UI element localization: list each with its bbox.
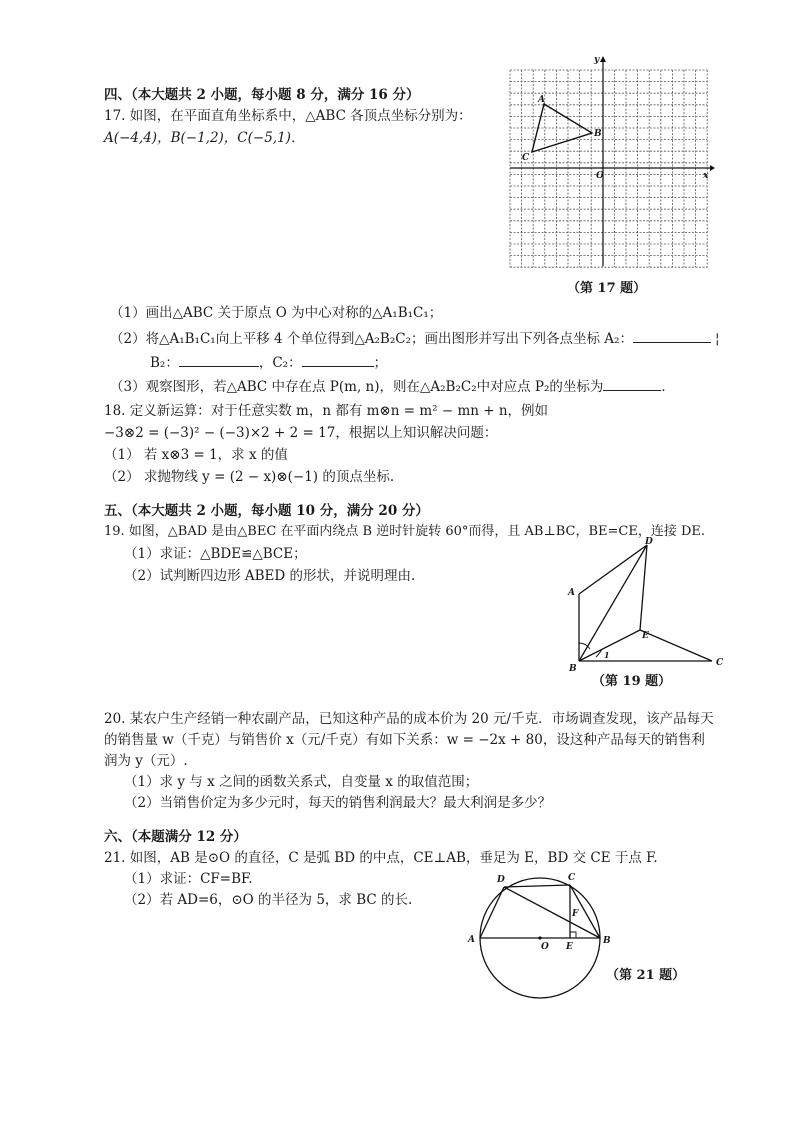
- fig21-point-a: A: [468, 935, 475, 945]
- q18-stem-line2: −3⊗2 = (−3)² − (−3)×2 + 2 = 17，根据以上知识解决问题：: [104, 425, 498, 441]
- fig21-point-f: F: [572, 909, 579, 919]
- q20-stem-line3: 润为 y（元）.: [104, 753, 188, 769]
- q20-stem-line1: 20. 某农户生产经销一种农副产品，已知这种产品的成本价为 20 元/千克．市场调查发现，该产品每天: [104, 711, 714, 727]
- q17-part3-text: （3）观察图形，若△ABC 中存在点 P(m, n)，则在△A₂B₂C₂中对应点 P₂的坐标为: [110, 379, 604, 395]
- q19-stem: 19. 如图，△BAD 是由△BEC 在平面内绕点 B 逆时针旋转 60°而得，且 AB⊥BC，BE=CE，连接 DE.: [104, 524, 706, 539]
- q18-part1: （1） 若 x⊗3 = 1，求 x 的值: [104, 447, 288, 463]
- fig19-segment-ec: [640, 630, 712, 661]
- fig19-angle-1: 1: [604, 650, 610, 660]
- q20-part1: （1）求 y 与 x 之间的函数关系式，自变量 x 的取值范围；: [124, 774, 479, 790]
- fig17-point-a: A: [538, 95, 545, 105]
- fig19-segment-de: [640, 545, 647, 630]
- answer-blank-p2[interactable]: [603, 376, 661, 391]
- fig17-y-label: y: [594, 55, 600, 65]
- q20-stem-line2: 的销售量 w（千克）与销售价 x（元/千克）有如下关系：w = −2x + 80，设这种产品每天的销售利: [104, 732, 705, 748]
- section-6-header: 六、（本题满分 12 分）: [104, 829, 247, 845]
- section-4-header: 四、（本大题共 2 小题，每小题 8 分，满分 16 分）: [104, 87, 420, 103]
- fig19-point-b: B: [569, 664, 577, 674]
- answer-blank-c2[interactable]: [302, 352, 374, 367]
- q17-c2-label: ，C₂：: [258, 355, 302, 371]
- q17-part3: [110, 376, 675, 396]
- fig17-caption: （第 17 题）: [567, 281, 647, 296]
- fig17-coordinate-grid: [510, 55, 720, 290]
- fig17-triangle-abc: [532, 104, 592, 152]
- fig21-point-o: O: [541, 942, 549, 952]
- answer-blank-b2[interactable]: [179, 352, 259, 367]
- q17-part2-line1: （2）将△A₁B₁C₁向上平移 4 个单位得到△A₂B₂C₂；画出图形并写出下列各点坐标 A₂： ¦: [110, 328, 720, 348]
- q17-b2-label: B₂：: [150, 355, 179, 371]
- fig19-point-a: A: [568, 588, 575, 598]
- fig21-point-e: E: [566, 942, 573, 952]
- fig17-point-b: B: [594, 129, 602, 139]
- q17-line2-end: ；: [373, 355, 388, 371]
- fig21-point-d: D: [497, 875, 505, 885]
- q17-part1: （1）画出△ABC 关于原点 O 为中心对称的△A₁B₁C₁；: [110, 305, 443, 321]
- fig21-circle-figure: [462, 860, 622, 1020]
- fig21-chord-ad: [480, 887, 504, 938]
- fig17-origin-label: O: [596, 171, 604, 181]
- q21-part2: （2）若 AD=6，⊙O 的半径为 5，求 BC 的长.: [124, 892, 413, 908]
- fig17-point-c: C: [522, 153, 530, 163]
- q21-stem: 21. 如图，AB 是⊙O 的直径，C 是弧 BD 的中点，CE⊥AB，垂足为 E，BD 交 CE 于点 F.: [104, 850, 658, 866]
- q17-part2-text: （2）将△A₁B₁C₁向上平移 4 个单位得到△A₂B₂C₂；画出图形并写出下列各点坐标 A₂：: [110, 331, 633, 347]
- fig19-point-d: D: [645, 537, 653, 547]
- q17-part3-end: ．: [661, 379, 675, 395]
- q18-stem-line1: 18. 定义新运算：对于任意实数 m，n 都有 m⊗n = m² − mn + n，例如: [104, 403, 549, 419]
- fig21-caption: （第 21 题）: [606, 968, 686, 983]
- answer-blank-a2[interactable]: [633, 328, 711, 343]
- q19-part1: （1）求证：△BDE≌△BCE；: [124, 546, 307, 562]
- fig21-point-b: B: [603, 936, 611, 946]
- fig21-chord-dc: [504, 885, 570, 887]
- section-5-header: 五、（本大题共 2 小题，每小题 10 分，满分 20 分）: [104, 503, 429, 519]
- q17-part2-line2: [150, 352, 387, 372]
- fig19-point-e: E: [642, 631, 649, 641]
- fig21-point-c: C: [568, 873, 576, 883]
- q18-part2: （2） 求抛物线 y = (2 − x)⊗(−1) 的顶点坐标.: [104, 469, 395, 485]
- fig19-point-c: C: [716, 658, 724, 668]
- fig17-x-label: x: [703, 171, 709, 181]
- q17-stem-line1: 17. 如图，在平面直角坐标系中，△ABC 各顶点坐标分别为：: [104, 108, 472, 124]
- fig19-caption: （第 19 题）: [592, 674, 672, 689]
- q19-part2: （2）试判断四边形 ABED 的形状，并说明理由.: [124, 568, 416, 584]
- fig19-segment-ad: [579, 545, 647, 594]
- q17-stem-line2: A(−4,4)，B(−1,2)，C(−5,1)．: [104, 130, 305, 146]
- q20-part2: （2）当销售价定为多少元时，每天的销售利润最大？最大利润是多少？: [124, 795, 552, 811]
- fig19-rotation-figure: [560, 535, 740, 675]
- q21-part1: （1）求证：CF=BF.: [124, 871, 253, 887]
